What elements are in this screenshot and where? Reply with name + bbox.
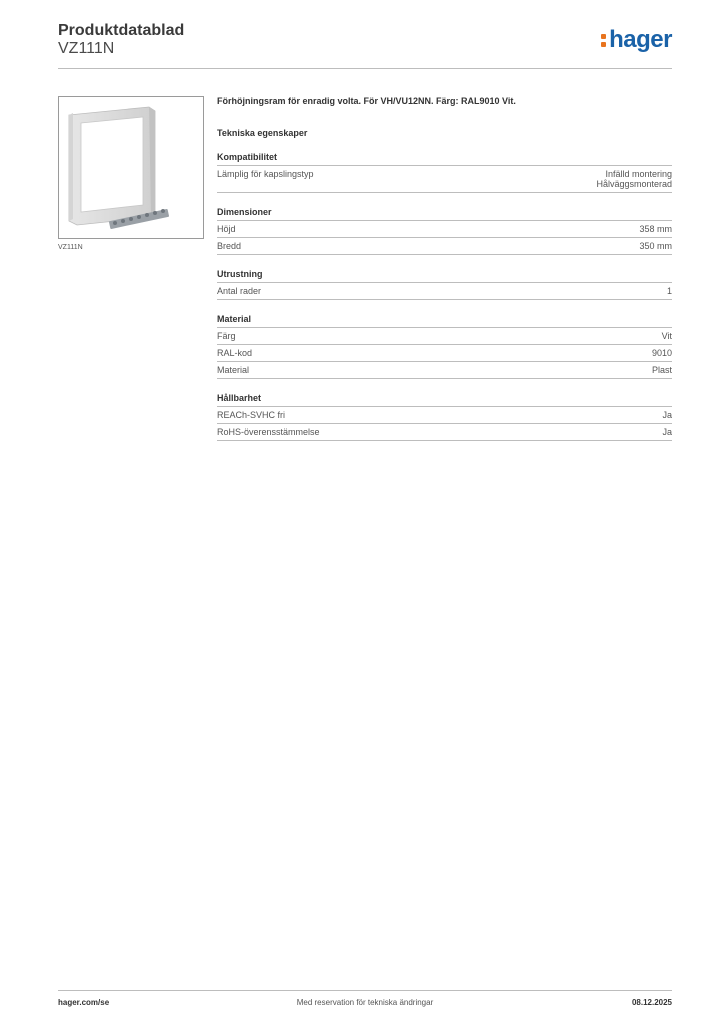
spec-section [217, 152, 672, 193]
spec-section [217, 207, 672, 255]
logo-dots-icon [601, 30, 607, 48]
page-header [58, 22, 672, 68]
spec-value [652, 348, 672, 358]
footer-date: 08.12.2025 [631, 998, 672, 1007]
spec-value-line: 358 mm [639, 224, 672, 234]
spec-row [217, 328, 672, 345]
spec-value [662, 427, 672, 437]
spec-section [217, 269, 672, 300]
spec-label: Antal rader [217, 286, 262, 296]
spec-value-line: 350 mm [639, 241, 672, 251]
footer-disclaimer: Med reservation för tekniska ändringar [296, 998, 434, 1007]
spec-sections [217, 152, 672, 441]
spec-value [662, 331, 672, 341]
spec-value [652, 365, 672, 375]
spec-value-line: Infälld montering [605, 169, 672, 179]
frame-illustration [59, 97, 203, 238]
spec-row [217, 345, 672, 362]
spec-section [217, 314, 672, 379]
spec-value-line: 1 [666, 286, 672, 296]
section-title: Hållbarhet [217, 393, 672, 407]
spec-label: REACh-SVHC fri [217, 410, 286, 420]
spec-label: RoHS-överensstämmelse [217, 427, 320, 437]
spec-row [217, 407, 672, 424]
spec-row [217, 362, 672, 379]
spec-row [217, 283, 672, 300]
logo-text: hager [609, 26, 672, 53]
spec-value-line: 9010 [651, 348, 672, 358]
document-title: Produktdatablad [58, 22, 185, 39]
product-code: VZ111N [58, 40, 115, 57]
footer-divider [58, 990, 672, 991]
section-title: Material [217, 314, 672, 328]
spec-value-line: Ja [662, 410, 672, 420]
spec-value [639, 241, 672, 251]
spec-value [662, 410, 672, 420]
section-title: Kompatibilitet [217, 152, 672, 166]
spec-label: Höjd [217, 224, 236, 234]
spec-row [217, 238, 672, 255]
tech-heading: Tekniska egenskaper [217, 128, 308, 138]
spec-value [596, 169, 672, 189]
spec-row [217, 424, 672, 441]
spec-label: Lämplig för kapslingstyp [217, 169, 314, 179]
hager-logo [601, 26, 672, 54]
spec-value-line: Vit [661, 331, 672, 341]
spec-label: Färg [217, 331, 236, 341]
spec-value [639, 224, 672, 234]
spec-label: RAL-kod [217, 348, 253, 358]
spec-value-line: Hålväggsmonterad [596, 179, 672, 189]
product-image [58, 96, 204, 239]
product-details [217, 96, 672, 441]
spec-label: Bredd [217, 241, 242, 251]
header-divider [58, 68, 672, 69]
spec-label: Material [217, 365, 250, 375]
spec-value [667, 286, 672, 296]
section-title: Dimensioner [217, 207, 672, 221]
footer-website[interactable]: hager.com/se [58, 998, 110, 1007]
spec-row [217, 221, 672, 238]
spec-value-line: Plast [651, 365, 672, 375]
section-title: Utrustning [217, 269, 672, 283]
image-caption: VZ111N [58, 244, 83, 251]
spec-section [217, 393, 672, 441]
spec-value-line: Ja [662, 427, 672, 437]
product-description: Förhöjningsram för enradig volta. För VH/VU12NN. Färg: RAL9010 Vit. [217, 96, 516, 106]
spec-row [217, 166, 672, 193]
